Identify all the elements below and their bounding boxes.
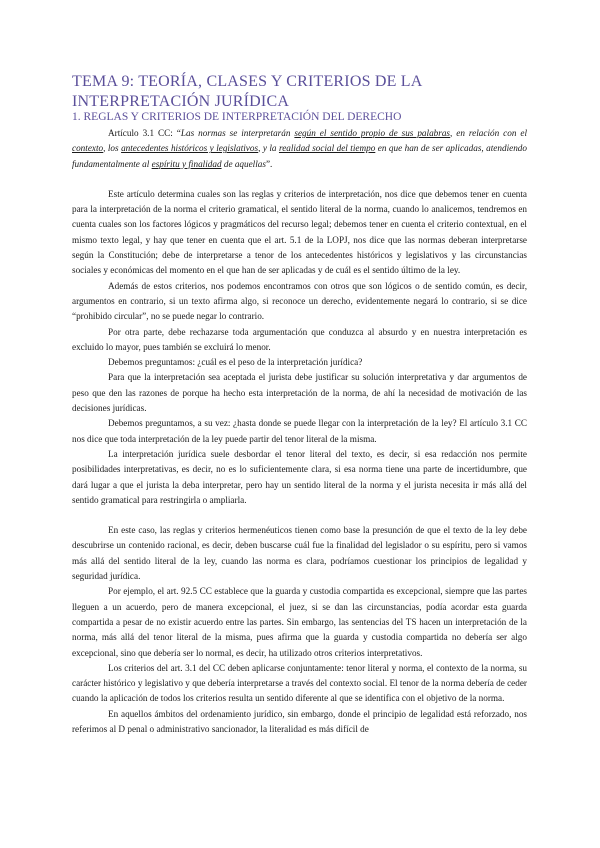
paragraph: Debemos preguntamos: ¿cuál es el peso de la interpretación jurídica? [108, 357, 363, 368]
paragraph: Debemos preguntamos, a su vez: ¿hasta donde se puede llegar con la interpretación de la ley? El artículo 3.1 CC nos dice que toda interpretación de la ley puede partir del tenor literal de la misma. [72, 418, 527, 444]
paragraph: En este caso, las reglas y criterios hermenéuticos tienen como base la presunción de que el texto de la ley debe descubrirse un contenido racional, es decir, deben buscarse cuál fue la finalidad del legislador o su espíritu, pero si vamos más allá del sentido literal de la ley, cuando las norma es clara, podríamos cuestionar los principios de legalidad y seguridad jurídica. [72, 525, 527, 582]
paragraph: Además de estos criterios, nos podemos encontramos con otros que son lógicos o de sentido común, es decir, argumentos en contrario, si un texto afirma algo, si reconoce un derecho, evidentemente negará lo contrario, si se dice “prohibido circular”, no se puede negar lo contrario. [72, 280, 527, 322]
paragraph: Por ejemplo, el art. 92.5 CC establece que la guarda y custodia compartida es excepcional, siempre que las partes lleguen a un acuerdo, pero de manera excepcional, el juez, si se dan las circunstancias, podía acordar esta guarda compartida a pesar de no existir acuerdo entre las partes. Sin embargo, las sentencias del TS hacen un interpretación de la norma, más allá del tenor literal de la misma, pues afirma que la guarda y custodia compartida no debería ser algo excepcional, sino que debería ser lo normal, es decir, ha utilizado otros criterios interpretativos. [72, 586, 527, 658]
page-title: TEMA 9: TEORÍA, CLASES Y CRITERIOS DE LA INTERPRETACIÓN JURÍDICA [72, 73, 422, 110]
paragraph: Este artículo determina cuales son las reglas y criterios de interpretación, nos dice que debemos tener en cuenta para la interpretación de la norma el criterio gramatical, el sentido literal de la norma, cuando lo analicemos, tendremos en cuenta cuales son los factores lógicos y pragmáticos del recurso legal; debemos tener en cuenta el criterio contextual, en el mismo texto legal, y hay que tener en cuenta que el art. 5.1 de la LOPJ, nos dice que las normas deberan interpretarse según la Constitución; debe de interpretarse a tenor de los antecedentes históricos y legislativos y las circunstancias sociales y económicas del momento en el que han de ser aplicadas y de cuál es el sentido último de la ley. [72, 188, 527, 276]
paragraph: Para que la interpretación sea aceptada el jurista debe justificar su solución interpretativa y dar argumentos de peso que den las razones de porque ha hecho esta interpretación de la norma, de ahí la necesidad de motivación de las decisiones jurídicas. [72, 372, 527, 414]
section-title: 1. REGLAS Y CRITERIOS DE INTERPRETACIÓN DEL DERECHO [72, 111, 402, 123]
paragraph: Por otra parte, debe rechazarse toda argumentación que conduzca al absurdo y en nuestra interpretación es excluido lo mayor, pues también se excluirá lo menor. [72, 326, 527, 352]
document-body [72, 126, 527, 737]
paragraph: En aquellos ámbitos del ordenamiento jurídico, sin embargo, donde el principio de legalidad está reforzado, nos referimos al D penal o administrativo sancionador, la literalidad es más difícil de [72, 708, 527, 734]
article-quote: Artículo 3.1 CC: “Las normas se interpretarán según el sentido propio de sus palabras, en relación con el contexto, los antecedentes históricos y legislativos, y la realidad social del tiempo en que han de ser aplicadas, atendiendo fundamentalmente al espíritu y finalidad de aquellas”. [72, 128, 527, 169]
paragraph: Los criterios del art. 3.1 del CC deben aplicarse conjuntamente: tenor literal y norma, el contexto de la norma, su carácter histórico y legislativo y que debería interpretarse a través del contexto social. El tenor de la norma debería de ceder cuando la aplicación de todos los criterios resulta un sentido diferente al que se identifica con el objetivo de la norma. [72, 662, 527, 704]
paragraph: La interpretación jurídica suele desbordar el tenor literal del texto, es decir, si esa redacción nos permite posibilidades interpretativas, es decir, no es lo suficientemente clara, si esa norma tiene una parte de incertidumbre, que dará lugar a que el jurista la deba interpretar, pero hay un sentido literal de la norma y el jurista necesita ir más allá del sentido gramatical para restringirla o ampliarla. [72, 448, 527, 505]
